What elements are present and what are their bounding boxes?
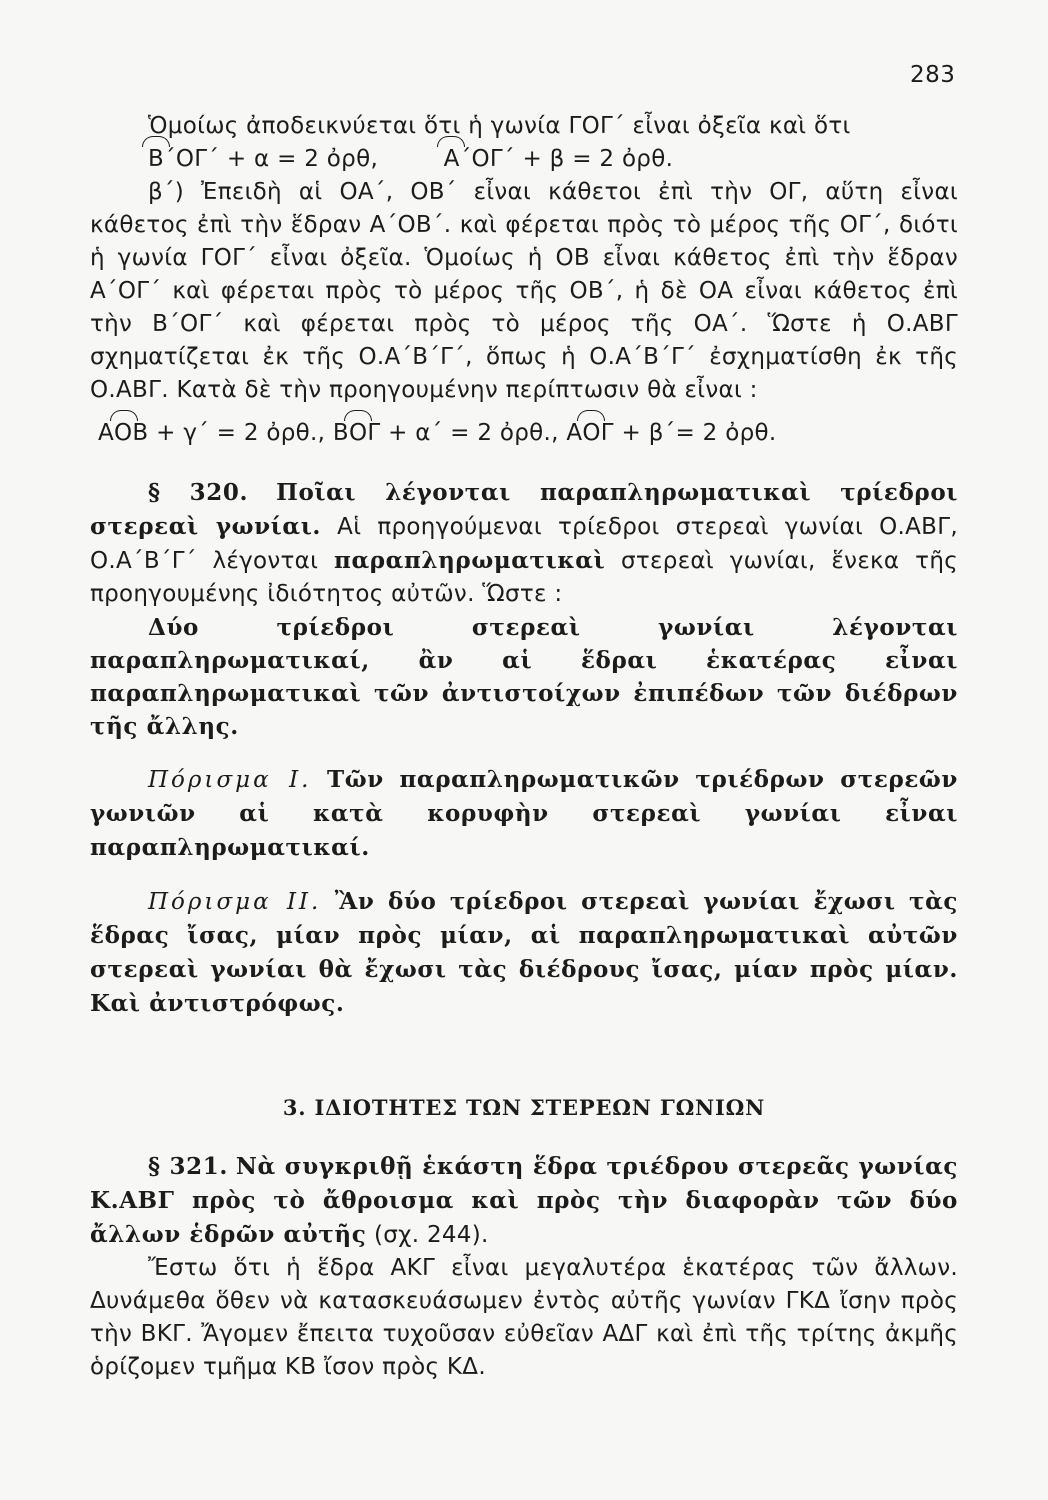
section-title: Νὰ συγκριθῇ ἑκάστη ἕδρα τριέδρου στερεᾶς γωνίας Κ.ΑΒΓ πρὸς τὸ ἄθροισμα καὶ πρὸς τὴν διαφορὰν τῶν δύο ἄλλων ἑδρῶν αὐτῆς (90, 1153, 958, 1248)
page-number: 283 (910, 62, 956, 88)
section-number: § 321. (148, 1153, 228, 1180)
text: Αἱ προηγούμεναι τρίεδροι στερεαὶ γωνίαι Ο.ΑΒΓ, Ο.Α΄Β΄Γ΄ λέγονται (90, 514, 958, 574)
text: στερεαὶ γωνίαι, ἕνεκα τῆς προηγουμένης ἰδιότητος αὐτῶν. Ὥστε : (90, 548, 958, 607)
corollary-label: Πόρισμα Ι. (148, 767, 312, 793)
paragraph-beta: β΄) Ἐπειδὴ αἱ ΟΑ΄, ΟΒ΄ εἶναι κάθετοι ἐπὶ τὴν ΟΓ, αὕτη εἶναι κάθετος ἐπὶ τὴν ἕδραν Α΄ΟΒ΄. καὶ φέρεται πρὸς τὸ μέρος τῆς ΟΓ΄, διότι ἡ γωνία ΓΟΓ΄ εἶναι ὀξεῖα. Ὁμοίως ἡ ΟΒ εἶναι κάθετος ἐπὶ τὴν ἕδραν Α΄ΟΓ΄ καὶ φέρεται πρὸς τὸ μέρος τῆς ΟΒ΄, ἡ δὲ ΟΑ εἶναι κάθετος ἐπὶ τὴν Β΄ΟΓ΄ καὶ φέρεται πρὸς τὸ μέρος τῆς ΟΑ΄. Ὥστε ἡ Ο.ΑΒΓ σχηματίζεται ἐκ τῆς Ο.Α΄Β΄Γ΄, ὅπως ἡ Ο.Α΄Β΄Γ΄ ἐσχηματίσθη ἐκ τῆς Ο.ΑΒΓ. Κατὰ δὲ τὴν προηγουμένην περίπτωσιν θὰ εἶναι : (90, 179, 958, 403)
angle-arc-b-o-g: Β΄ΟΓ΄ (90, 143, 219, 176)
text: + β΄= 2 ὀρθ. (613, 420, 777, 446)
corollary-1 (90, 763, 958, 865)
angle-arc-aob: ΑΟΒ (98, 417, 149, 450)
text: + β = 2 ὀρθ. (514, 146, 674, 172)
angle-arc-a-o-g: Α΄ΟΓ΄ (386, 143, 515, 176)
section-321 (90, 1150, 958, 1252)
emphasis: παραπληρωματικαὶ (334, 547, 606, 574)
angle-arc-bog: ΒΟΓ (333, 417, 381, 450)
section-title: Ποῖαι λέγονται παραπληρωματικαὶ τρίεδροι στερεαὶ γωνίαι. (90, 479, 958, 540)
paragraph-alpha-continuation (90, 110, 958, 176)
paragraph-proof: Ἔστω ὅτι ἡ ἕδρα ΑΚΓ εἶναι μεγαλυτέρα ἑκατέρας τῶν ἄλλων. Δυνάμεθα ὅθεν νὰ κατασκευάσωμεν ἐντὸς αὐτῆς γωνίαν ΓΚΔ ἴσην πρὸς τὴν ΒΚΓ. Ἄγομεν ἔπειτα τυχοῦσαν εὐθεῖαν ΑΔΓ καὶ ἐπὶ τῆς τρίτης ἀκμῆς ὁρίζομεν τμῆμα ΚΒ ἴσον πρὸς ΚΔ. (90, 1255, 958, 1380)
corollary-2 (90, 885, 958, 1021)
figure-reference: (σχ. 244). (366, 1222, 489, 1248)
section-number: § 320. (148, 479, 249, 506)
text: + γ΄ = 2 ὀρθ., (148, 420, 333, 446)
text: + α = 2 ὀρθ, (219, 146, 386, 172)
text: Ὁμοίως ἀποδεικνύεται ὅτι ἡ γωνία ΓΟΓ΄ εἶναι ὀξεῖα καὶ ὅτι (148, 113, 851, 139)
chapter-heading: 3. ΙΔΙΟΤΗΤΕΣ ΤΩΝ ΣΤΕΡΕΩΝ ΓΩΝΙΩΝ (282, 1095, 766, 1120)
corollary-label: Πόρισμα ΙΙ. (148, 889, 322, 915)
section-320 (90, 476, 958, 611)
corollary-text: Ἂν δύο τρίεδροι στερεαὶ γωνίαι ἔχωσι τὰς ἕδρας ἴσας, μίαν πρὸς μίαν, αἱ παραπληρωματικαὶ αὐτῶν στερεαὶ γωνίαι θὰ ἔχωσι τὰς διέδρους ἴσας, μίαν πρὸς μίαν. Καὶ ἀντιστρόφως. (90, 888, 959, 1017)
text: + α΄ = 2 ὀρθ., (380, 420, 567, 446)
angle-arc-aog: ΑΟΓ (566, 417, 614, 450)
definition: Δύο τρίεδροι στερεαὶ γωνίαι λέγονται παραπληρωματικαί, ἂν αἱ ἕδραι ἑκατέρας εἶναι παραπληρωματικαὶ τῶν ἀντιστοίχων ἐπιπέδων τῶν διέδρων τῆς ἄλλης. (90, 614, 958, 740)
page-body (90, 110, 958, 1384)
equation-line (90, 417, 958, 450)
corollary-text: Τῶν παραπληρωματικῶν τριέδρων στερεῶν γωνιῶν αἱ κατὰ κορυφὴν στερεαὶ γωνίαι εἶναι παραπληρωματικαί. (90, 766, 958, 861)
